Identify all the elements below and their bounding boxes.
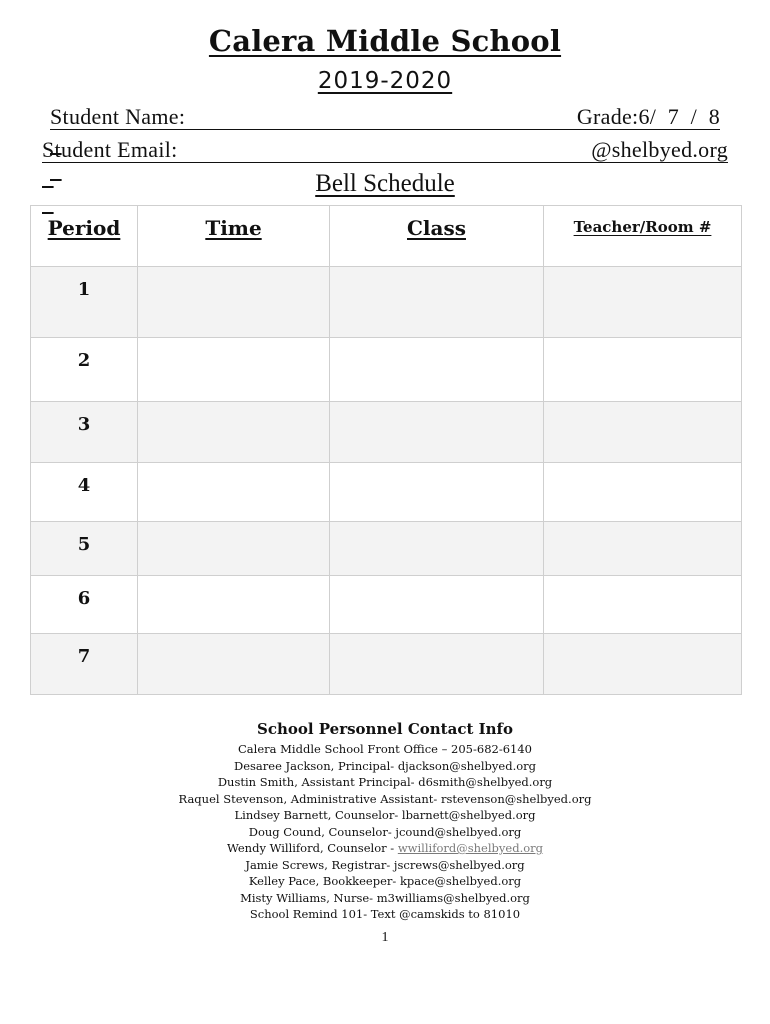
period-number: 1 (31, 267, 138, 338)
column-header-class: Class (330, 206, 544, 267)
teacher-room-cell[interactable] (544, 267, 742, 338)
period-number: 2 (31, 338, 138, 402)
bell-schedule-title: Bell Schedule (315, 170, 455, 197)
contact-line: Desaree Jackson, Principal- djackson@shelbyed.org (233, 758, 537, 773)
contact-line: Misty Williams, Nurse- m3williams@shelbyed.org (240, 890, 530, 905)
class-cell[interactable] (330, 338, 544, 402)
student-email-line[interactable] (42, 137, 728, 163)
period-number: 7 (31, 634, 138, 695)
table-row (31, 576, 742, 634)
period-number: 4 (31, 463, 138, 522)
period-number: 6 (31, 576, 138, 634)
contact-heading: School Personnel Contact Info (256, 720, 513, 738)
contact-line: School Remind 101- Text @camskids to 81010 (249, 907, 521, 921)
table-row (31, 634, 742, 695)
contact-line: Dustin Smith, Assistant Principal- d6smith@shelbyed.org (217, 775, 553, 789)
column-header-teacher-room: Teacher/Room # (544, 206, 742, 267)
table-row (31, 338, 742, 402)
time-cell[interactable] (138, 634, 330, 695)
teacher-room-cell[interactable] (544, 338, 742, 402)
class-cell[interactable] (330, 634, 544, 695)
page-number: 1 (381, 930, 389, 945)
contact-line: Jamie Screws, Registrar- jscrews@shelbyed.org (245, 857, 525, 872)
contact-line: Doug Cound, Counselor- jcound@shelbyed.org (248, 824, 522, 839)
column-header-period: Period (31, 206, 138, 267)
grade-label: Grade:6/ 7 / 8 (576, 104, 720, 129)
student-name-label: Student Name: (50, 104, 186, 129)
time-cell[interactable] (138, 338, 330, 402)
time-cell[interactable] (138, 402, 330, 463)
column-header-time: Time (138, 206, 330, 267)
teacher-room-cell[interactable] (544, 522, 742, 576)
contact-line: Kelley Pace, Bookkeeper- kpace@shelbyed.org (248, 874, 522, 888)
class-cell[interactable] (330, 522, 544, 576)
time-cell[interactable] (138, 267, 330, 338)
email-domain: @shelbyed.org (591, 137, 728, 162)
table-row (31, 402, 742, 463)
class-cell[interactable] (330, 576, 544, 634)
school-year: 2019-2020 (317, 68, 453, 94)
time-cell[interactable] (138, 576, 330, 634)
time-cell[interactable] (138, 522, 330, 576)
bell-schedule-table (30, 205, 742, 695)
contact-line: Calera Middle School Front Office – 205-682-6140 (238, 742, 532, 756)
class-cell[interactable] (330, 402, 544, 463)
teacher-room-cell[interactable] (544, 576, 742, 634)
table-row (31, 267, 742, 338)
contact-line: Raquel Stevenson, Administrative Assistant- rstevenson@shelbyed.org (178, 791, 592, 806)
school-title: Calera Middle School (208, 24, 562, 58)
period-number: 3 (31, 402, 138, 463)
table-header-row (31, 206, 742, 267)
class-cell[interactable] (330, 267, 544, 338)
contact-line: Lindsey Barnett, Counselor- lbarnett@shelbyed.org (234, 808, 536, 822)
time-cell[interactable] (138, 463, 330, 522)
class-cell[interactable] (330, 463, 544, 522)
williford-email-link[interactable]: wwilliford@shelbyed.org (397, 841, 544, 855)
table-row (31, 463, 742, 522)
teacher-room-cell[interactable] (544, 634, 742, 695)
student-name-line[interactable] (50, 104, 720, 130)
table-row (31, 522, 742, 576)
williford-label: Wendy Williford, Counselor - (226, 841, 398, 855)
period-number: 5 (31, 522, 138, 576)
teacher-room-cell[interactable] (544, 463, 742, 522)
contact-info (0, 720, 770, 923)
contact-line-williford (0, 840, 770, 857)
student-email-label: Student Email: (42, 137, 178, 162)
teacher-room-cell[interactable] (544, 402, 742, 463)
